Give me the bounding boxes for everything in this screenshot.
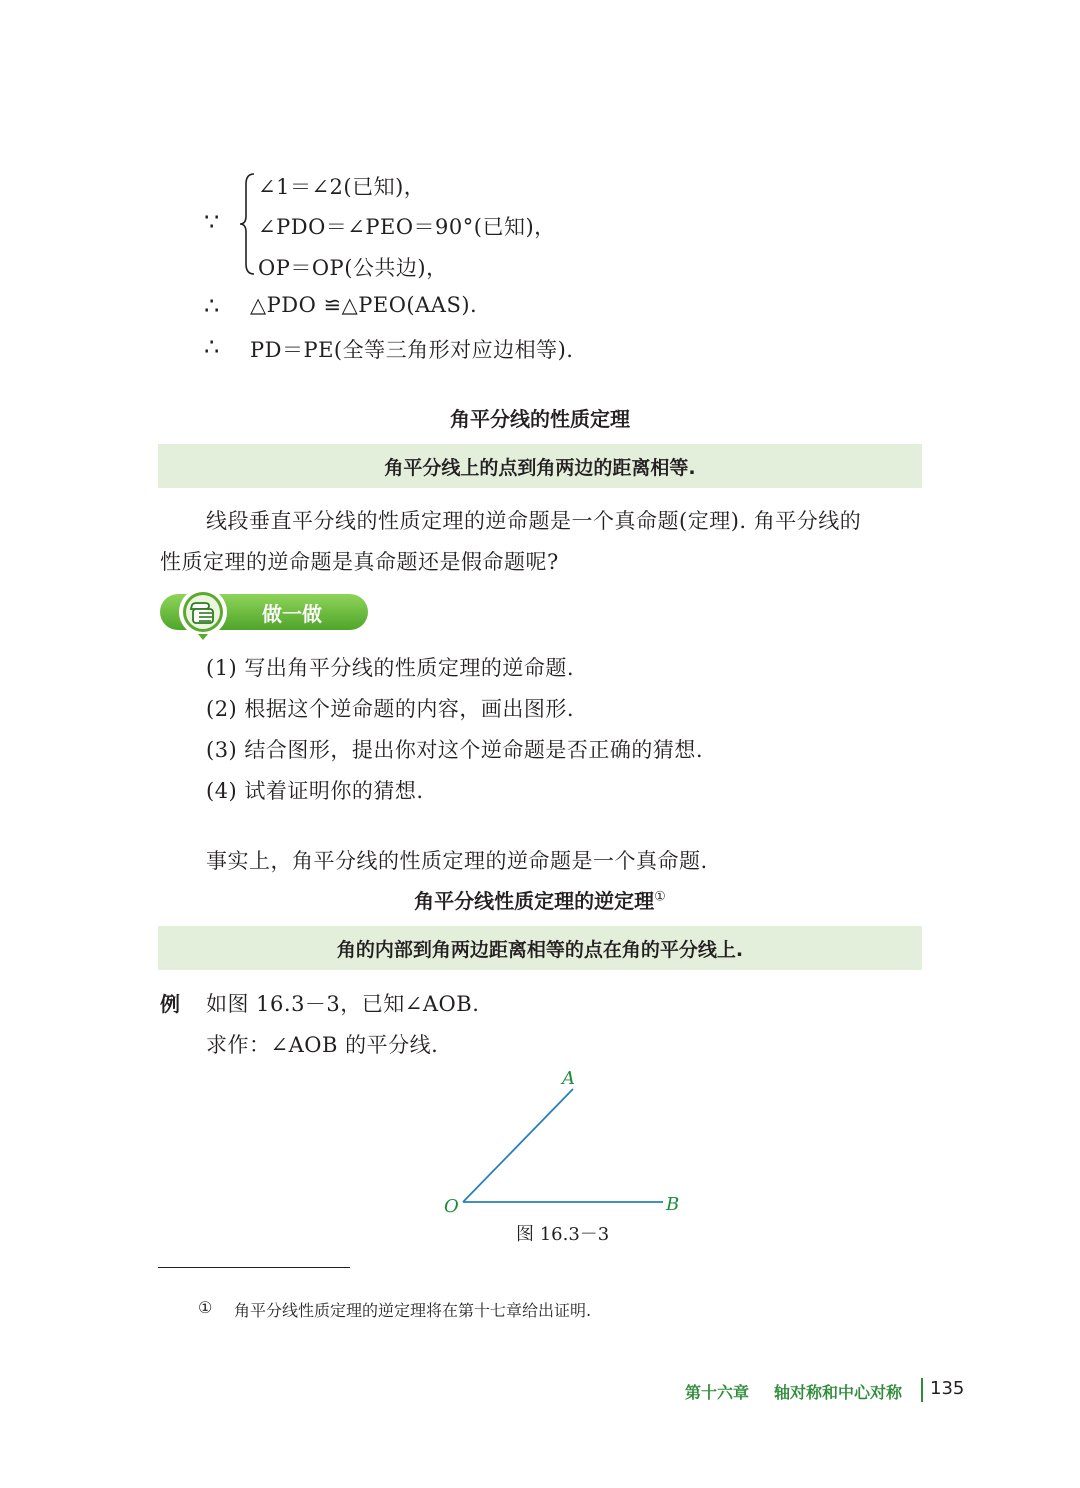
activity-label: 做一做: [262, 602, 322, 626]
activity-item-3: (3) 结合图形，提出你对这个逆命题是否正确的猜想.: [206, 738, 704, 762]
because-symbol: ∵: [204, 208, 220, 236]
proof-condition-2: ∠PDO＝∠PEO＝90°(已知)，: [258, 215, 556, 239]
activity-item-4: (4) 试着证明你的猜想.: [206, 779, 424, 803]
therefore-symbol-2: ∴: [204, 333, 220, 361]
page-number: 135: [930, 1378, 965, 1399]
proof-conclusion-1: △PDO ≌△PEO(AAS).: [250, 293, 478, 317]
proof-condition-1: ∠1＝∠2(已知)，: [258, 175, 426, 199]
footer-chapter: 第十六章: [685, 1383, 750, 1402]
footer-chapter-title: 轴对称和中心对称: [774, 1383, 903, 1402]
theorem-2-statement-band: [158, 926, 922, 970]
example-given: 如图 16.3－3，已知∠AOB.: [206, 992, 480, 1016]
theorem-2-title-row: [0, 885, 1080, 914]
point-a-label: A: [562, 1068, 575, 1089]
point-o-label: O: [444, 1196, 459, 1217]
point-b-label: B: [666, 1194, 680, 1215]
brace-symbol: [238, 172, 258, 276]
intro-paragraph-line-1: 线段垂直平分线的性质定理的逆命题是一个真命题(定理). 角平分线的: [206, 509, 862, 533]
proof-conclusion-2: PD＝PE(全等三角形对应边相等).: [250, 338, 574, 362]
pointing-hand-icon: [185, 595, 223, 629]
footnote-text: 角平分线性质定理的逆定理将在第十七章给出证明.: [234, 1301, 592, 1320]
ray-oa: [463, 1089, 573, 1202]
footer-divider: [921, 1378, 923, 1402]
theorem-2-statement: 角的内部到角两边距离相等的点在角的平分线上.: [336, 938, 744, 961]
theorem-1-statement-band: [158, 444, 922, 488]
figure-caption: 图 16.3－3: [516, 1224, 610, 1245]
activity-item-1: (1) 写出角平分线的性质定理的逆命题.: [206, 656, 575, 680]
theorem-1-statement: 角平分线上的点到角两边的距离相等.: [384, 456, 696, 479]
theorem-1-title: 角平分线的性质定理: [450, 407, 630, 431]
activity-item-2: (2) 根据这个逆命题的内容，画出图形.: [206, 697, 575, 721]
footnote-marker: ①: [654, 889, 666, 905]
proof-condition-3: OP＝OP(公共边)，: [258, 256, 448, 280]
intro-paragraph-line-2: 性质定理的逆命题是真命题还是假命题呢?: [160, 550, 559, 574]
example-task: 求作：∠AOB 的平分线.: [206, 1033, 439, 1057]
theorem-2-title: 角平分线性质定理的逆定理: [414, 889, 655, 913]
example-label: 例: [160, 992, 180, 1016]
therefore-symbol-1: ∴: [204, 292, 220, 320]
angle-figure: [430, 1065, 700, 1225]
footnote-divider: [158, 1267, 350, 1268]
footnote-marker-bottom: ①: [198, 1298, 213, 1317]
fact-paragraph: 事实上，角平分线的性质定理的逆命题是一个真命题.: [206, 849, 708, 873]
